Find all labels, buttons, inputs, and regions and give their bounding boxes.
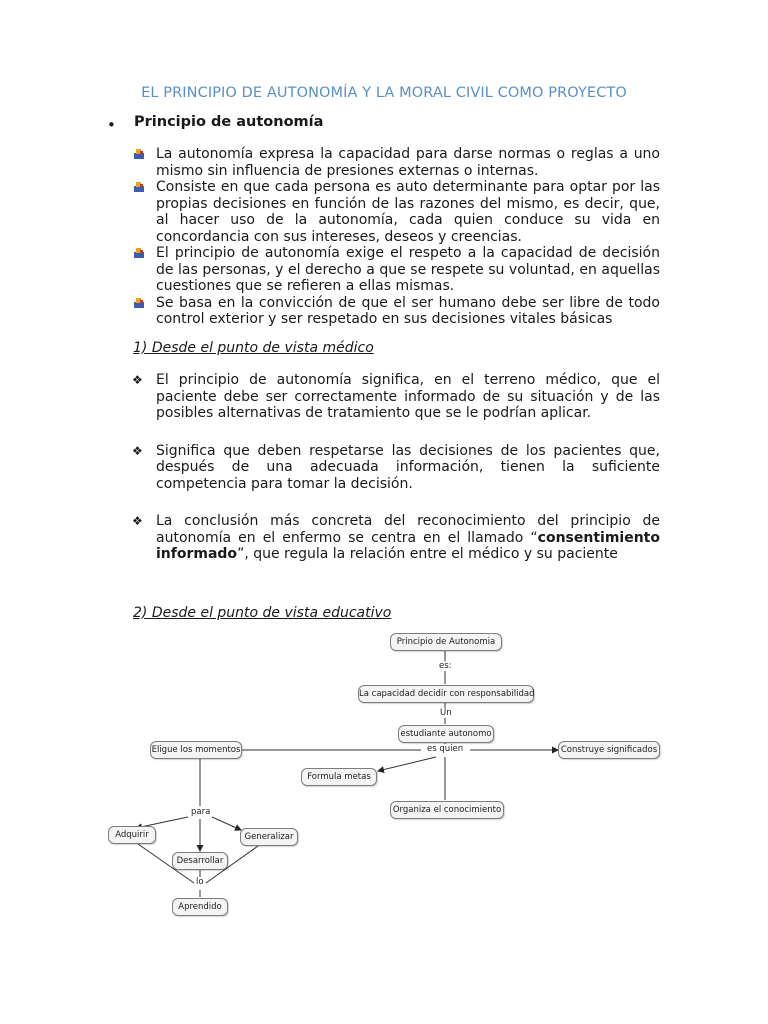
node-estudiante-autonomo: estudiante autonomo bbox=[398, 725, 494, 743]
list-item: ❖ El principio de autonomía significa, en el terreno médico, que el paciente debe ser correctamente informado de su situación y de las posibles alternativas de tratamiento que se le podrían aplicar. bbox=[132, 372, 660, 421]
list-item: ❖ Significa que deben respetarse las decisiones de los pacientes que, después de una adecuada información, tienen la suficiente competencia para tomar la decisión. bbox=[132, 442, 660, 492]
autonomia-list bbox=[132, 146, 660, 328]
bullet-image-icon bbox=[134, 149, 144, 159]
node-aprendido: Aprendido bbox=[172, 898, 228, 916]
medico-list bbox=[132, 372, 660, 563]
node-elige-momentos: Eligue los momentos bbox=[150, 741, 242, 759]
bullet-image-icon bbox=[134, 298, 144, 308]
list-item: Consiste en que cada persona es auto determinante para optar por las propias decisiones en función de las razones del mismo, es decir, que, al hacer uso de la autonomía, cada quien conduce su vida en concordancia con sus intereses, deseos y creencias. bbox=[132, 179, 660, 245]
link-label-es: es: bbox=[439, 661, 452, 671]
node-capacidad: La capacidad decidir con responsabilidad bbox=[358, 685, 534, 703]
concept-map-connectors bbox=[108, 628, 658, 920]
consentimiento-informado: consentimiento informado bbox=[156, 529, 660, 562]
medico-heading: 1) Desde el punto de vista médico bbox=[133, 340, 374, 356]
node-organiza-conocimiento: Organiza el conocimiento bbox=[390, 801, 504, 819]
node-principio-autonomia: Principio de Autonomia bbox=[390, 633, 502, 651]
link-label-es-quien: es quien bbox=[427, 744, 464, 754]
list-item: El principio de autonomía exige el respeto a la capacidad de decisión de las personas, y el derecho a que se respete su voluntad, en aquellas cuestiones que se refieren a ellas mismas. bbox=[132, 245, 660, 295]
list-item: Se basa en la convicción de que el ser humano debe ser libre de todo control exterior y ser respetado en sus decisiones vitales básicas bbox=[132, 295, 660, 328]
bullet-image-icon bbox=[134, 182, 144, 192]
link-label-lo: lo bbox=[196, 877, 204, 887]
section-heading: Principio de autonomía bbox=[134, 114, 324, 130]
concept-map bbox=[108, 628, 658, 920]
link-label-para: para bbox=[191, 807, 211, 817]
educativo-heading: 2) Desde el punto de vista educativo bbox=[133, 605, 392, 621]
heading-bullet: • bbox=[107, 116, 116, 134]
document-title: EL PRINCIPIO DE AUTONOMÍA Y LA MORAL CIVIL COMO PROYECTO bbox=[141, 85, 627, 101]
list-item: La autonomía expresa la capacidad para darse normas o reglas a uno mismo sin influencia de presiones externas o internas. bbox=[132, 146, 660, 179]
node-generalizar: Generalizar bbox=[240, 828, 298, 846]
diamond-bullet-icon: ❖ bbox=[132, 514, 143, 528]
bullet-image-icon bbox=[134, 248, 144, 258]
node-desarrollar: Desarrollar bbox=[172, 852, 228, 870]
diamond-bullet-icon: ❖ bbox=[132, 443, 143, 458]
diamond-bullet-icon: ❖ bbox=[132, 373, 143, 387]
node-formula-metas: Formula metas bbox=[301, 768, 377, 786]
list-item: ❖ La conclusión más concreta del reconocimiento del principio de autonomía en el enfermo se centra en el llamado “consentimiento informado”, que regula la relación entre el médico y su paciente bbox=[132, 513, 660, 562]
node-construye-significados: Construye significados bbox=[558, 741, 660, 759]
node-adquirir: Adquirir bbox=[108, 826, 156, 844]
link-label-un: Un bbox=[440, 708, 452, 718]
